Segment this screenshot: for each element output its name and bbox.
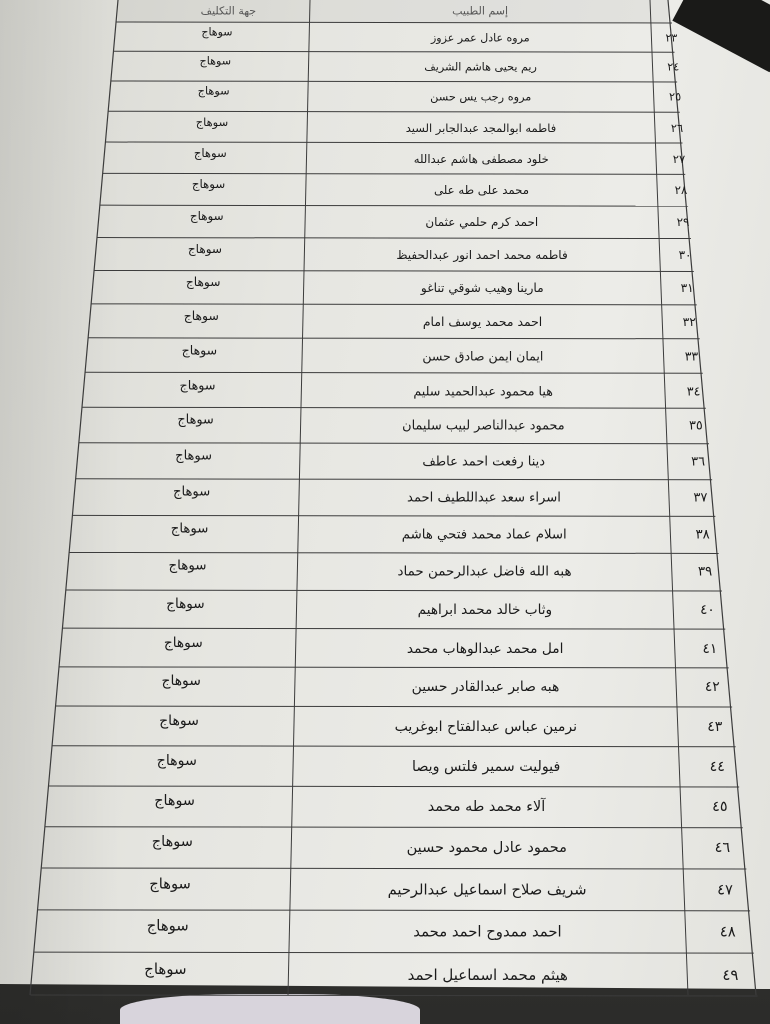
doctor-name: مروه عادل عمر عزوز (431, 31, 530, 45)
row-number: ٣٢ (682, 314, 696, 329)
row-number: ٤٧ (717, 881, 733, 899)
header-name: إسم الطبيب (452, 4, 509, 18)
row-number: ٢٨ (674, 183, 688, 198)
grid-row-line (82, 407, 706, 408)
assignment-dept: سوهاج (185, 275, 221, 290)
assignment-dept: سوهاج (159, 712, 199, 729)
doctor-name: فيوليت سمير فلتس ويصا (411, 758, 561, 775)
grid-row-line (88, 338, 699, 339)
row-number: ٤٢ (704, 679, 720, 696)
doctor-name: احمد ممدوح احمد محمد (413, 923, 562, 941)
row-number: ٤١ (702, 640, 718, 657)
row-number: ٢٩ (676, 215, 690, 230)
row-number: ٣٩ (697, 564, 713, 580)
row-number: ٣٠ (678, 247, 692, 262)
assignment-dept: سوهاج (181, 342, 218, 358)
row-number: ٣٤ (686, 383, 701, 399)
grid-name-num-divider (650, 0, 688, 995)
assignment-dept: سوهاج (146, 917, 189, 935)
grid-row-line (59, 667, 728, 668)
doctor-name: آلاء محمد طه محمد (427, 799, 546, 816)
grid-dept-name-divider (288, 0, 310, 995)
doctor-name: اسراء سعد عبداللطيف احمد (407, 490, 561, 506)
doctor-name: هيا محمود عبدالحميد سليم (413, 383, 553, 399)
assignment-dept: سوهاج (199, 54, 232, 68)
assignment-dept: سوهاج (172, 484, 211, 500)
doctor-name: هبه صابر عبدالقادر حسين (411, 679, 560, 696)
assignment-dept: سوهاج (183, 308, 219, 323)
row-number: ٤٠ (700, 602, 715, 619)
row-number: ٤٩ (722, 965, 739, 984)
row-number: ٢٣ (665, 31, 678, 45)
assignment-dept: سوهاج (161, 673, 201, 690)
grid-row-line (116, 22, 672, 23)
row-number: ٤٤ (709, 758, 725, 775)
row-number: ٣١ (680, 281, 694, 296)
assignment-dept: سوهاج (149, 875, 191, 893)
header-dept: جهة التكليف (200, 4, 257, 18)
doctor-name: احمد كرم حلمي عثمان (425, 215, 539, 230)
assignment-dept: سوهاج (166, 596, 205, 613)
doctor-name: هيثم محمد اسماعيل احمد (407, 965, 568, 984)
assignment-dept: سوهاج (156, 752, 197, 769)
assignment-dept: سوهاج (151, 834, 193, 851)
assignment-dept: سوهاج (163, 634, 203, 651)
assignment-dept: سوهاج (193, 145, 227, 160)
row-number: ٣٣ (684, 348, 699, 364)
doctor-name: امل محمد عبدالوهاب محمد (406, 640, 564, 657)
assignment-dept: سوهاج (187, 241, 223, 256)
doctor-name: فاطمه محمد احمد انور عبدالحفيظ (396, 247, 568, 262)
grid-row-line (38, 910, 750, 911)
row-number: ٤٦ (714, 840, 731, 857)
grid-row-line (91, 304, 696, 305)
assignment-dept: سوهاج (177, 412, 214, 428)
grid-left-border (30, 0, 118, 995)
grid-row-line (34, 952, 754, 953)
grid-row-line (63, 628, 726, 629)
row-number: ٣٨ (695, 527, 710, 543)
doctor-name: اسلام عماد محمد فتحي هاشم (401, 527, 567, 543)
assignment-dept: سوهاج (175, 448, 213, 464)
assignment-dept: سوهاج (170, 521, 209, 537)
doctor-name: نرمين عباس عبدالفتاح ابوغريب (394, 718, 578, 735)
assignment-dept: سوهاج (189, 209, 224, 224)
assignment-dept: سوهاج (201, 25, 233, 39)
doctor-name: محمود عبدالناصر لبيب سليمان (402, 418, 565, 434)
grid-row-line (103, 173, 686, 174)
grid-row-line (79, 443, 709, 444)
row-number: ٤٣ (707, 718, 723, 735)
assignment-dept: سوهاج (144, 959, 187, 978)
grid-row-line (97, 238, 691, 239)
row-number: ٢٥ (669, 90, 682, 104)
grid-row-line (111, 81, 677, 82)
doctor-name: مارينا وهيب شوقي تناغو (420, 281, 544, 296)
assignment-dept: سوهاج (179, 377, 216, 393)
doctor-name: دينا رفعت احمد عاطف (422, 454, 546, 470)
grid-row-line (42, 868, 747, 869)
row-number: ٢٤ (667, 60, 680, 74)
row-number: ٤٨ (719, 923, 736, 941)
assignment-dept: سوهاج (195, 114, 229, 129)
doctor-name: مروه رجب يس حسن (430, 90, 532, 104)
grid-row-line (94, 270, 694, 271)
doctor-name: خلود مصطفى هاشم عبدالله (413, 151, 549, 166)
grid-row-line (85, 372, 703, 373)
row-number: ٢٦ (670, 120, 684, 135)
doctor-name: وثاب خالد محمد ابراهيم (417, 602, 553, 619)
doctor-name: شريف صلاح اسماعيل عبدالرحيم (387, 881, 587, 899)
grid-row-line (73, 515, 716, 516)
grid-row-line (49, 786, 739, 787)
grid-row-line (108, 111, 680, 112)
row-number: ٤٥ (712, 799, 728, 816)
doctor-name: ايمان ايمن صادق حسن (422, 348, 544, 364)
row-number: ٣٥ (688, 418, 703, 434)
grid-row-line (52, 746, 735, 747)
grid-right-border (668, 0, 756, 995)
grid-row-line (113, 51, 674, 52)
grid-row-line (100, 205, 688, 206)
row-number: ٣٦ (691, 454, 706, 470)
grid-row-line (66, 590, 722, 591)
grid-row-line (76, 479, 712, 480)
grid-row-line (106, 142, 683, 143)
assignment-dept: سوهاج (191, 177, 226, 192)
row-number: ٢٧ (672, 151, 686, 166)
doctor-name: محمد على طه على (433, 183, 530, 198)
grid-row-line (30, 995, 757, 996)
doctor-name: محمود عادل محمود حسين (406, 840, 567, 857)
doctor-name: احمد محمد يوسف امام (422, 314, 543, 329)
grid-row-line (56, 706, 732, 707)
doctor-name: فاطمه ابوالمجد عبدالجابر السيد (405, 120, 557, 135)
assignment-dept: سوهاج (168, 558, 207, 574)
doctor-name: ريم يحيى هاشم الشريف (424, 60, 537, 74)
assignment-dept: سوهاج (154, 793, 195, 810)
grid-row-line (69, 552, 718, 553)
assignment-dept: سوهاج (197, 84, 230, 98)
grid-row-line (45, 827, 743, 828)
doctor-name: هبه الله فاضل عبدالرحمن حماد (397, 564, 572, 580)
row-number: ٣٧ (693, 490, 708, 506)
